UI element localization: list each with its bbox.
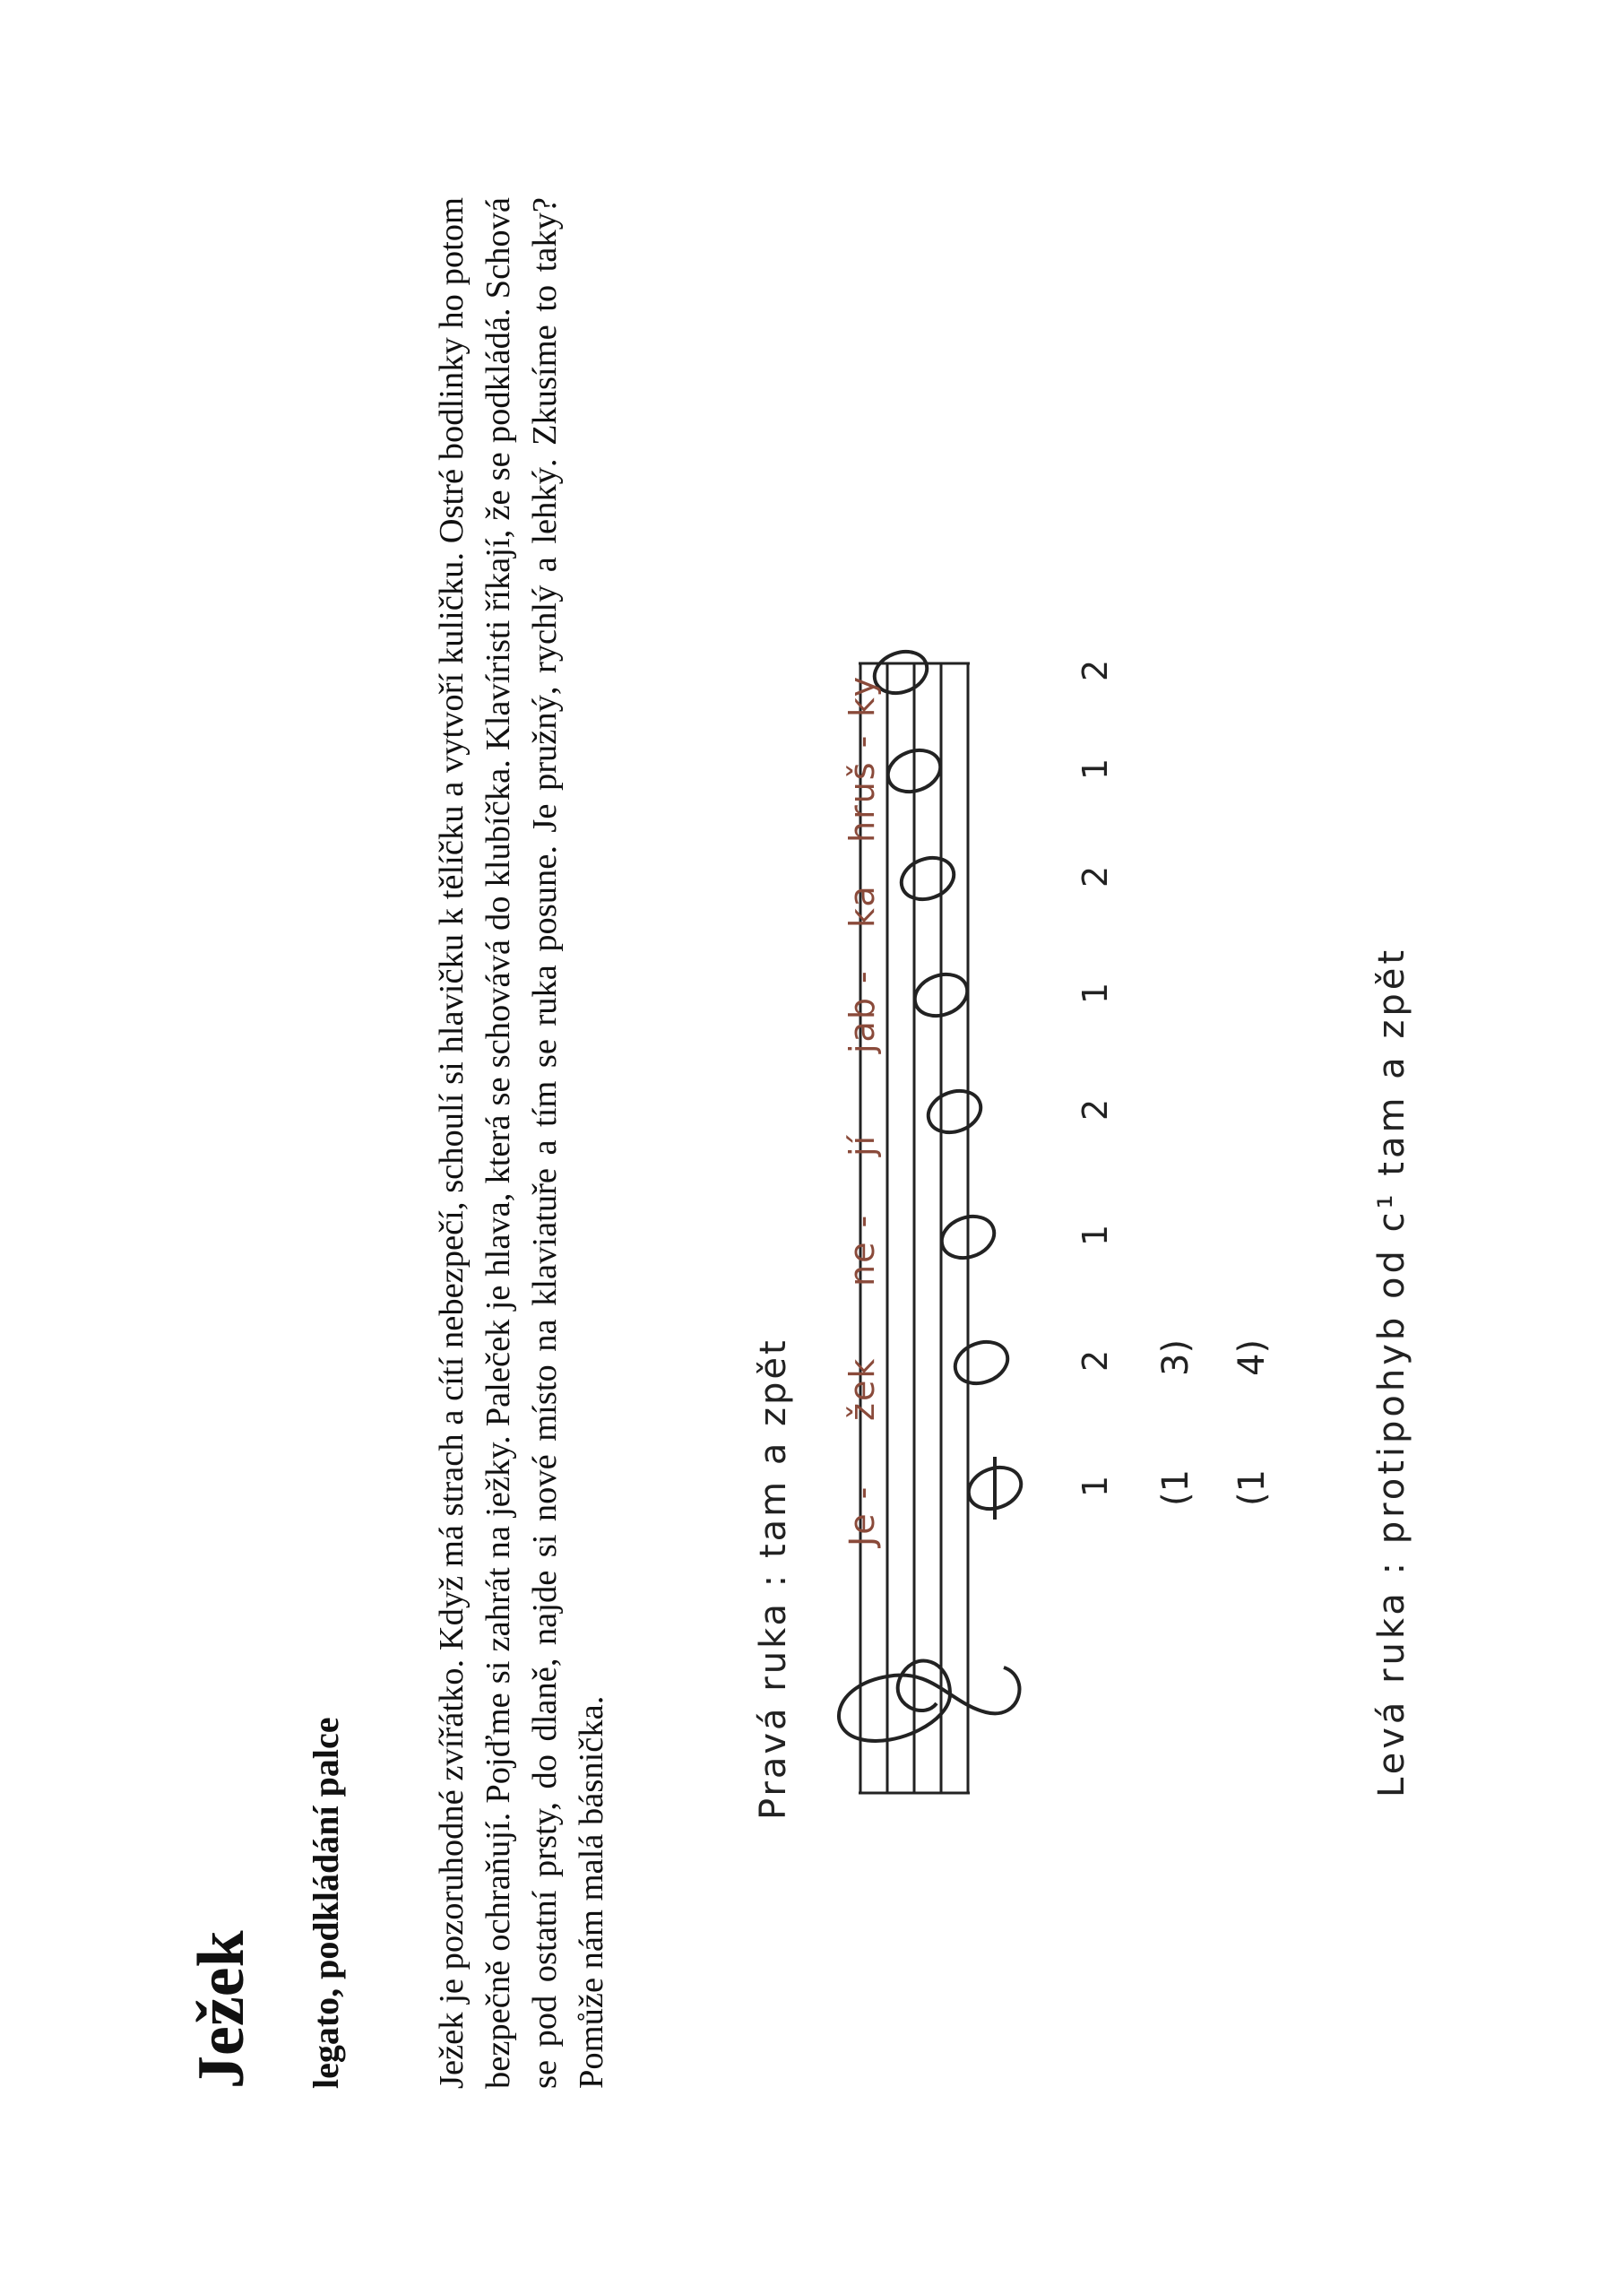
alt-fingering-2-open: (1 xyxy=(1231,1468,1273,1506)
treble-clef xyxy=(839,1661,1019,1741)
finger-4: 2 xyxy=(1075,1098,1115,1121)
body-paragraph: Ježek je pozoruhodné zvířátko. Když má strach a cítí nebezpečí, schoulí si hlavičku k tělíčku a vytvoří kuličku. Ostré bodlinky ho potom bezpečně ochraňují. Pojďme si zahrát na ježky. Paleček je hlava, která se schovává do klubíčka. Klavíristi říkají, že se podkládá. Schová se pod ostatní prsty, do dlaně, najde si nové místo na klaviatuře a tím se ruka posune. Je pružný, rychlý a lehký. Zkusíme to taky? Pomůže nám malá básnička. xyxy=(433,197,610,2089)
finger-2: 2 xyxy=(1075,1349,1115,1372)
right-hand-label: Pravá ruka : tam a zpět xyxy=(753,1338,794,1820)
finger-7: 1 xyxy=(1075,758,1115,780)
finger-1: 1 xyxy=(1075,1475,1115,1497)
page-subtitle: legato, podkládání palce xyxy=(306,1717,346,2089)
finger-6: 2 xyxy=(1075,865,1115,888)
note-6 xyxy=(895,851,959,906)
note-heads xyxy=(868,645,1026,1520)
lyric-2: žek xyxy=(842,1356,882,1421)
lyric-6: ka xyxy=(842,884,882,928)
lyric-3: ne - xyxy=(842,1213,882,1286)
lyric-5: jab - xyxy=(842,969,882,1053)
lyrics xyxy=(842,675,882,1548)
finger-8: 2 xyxy=(1075,659,1115,681)
left-hand-label: Levá ruka : protipohyb od c¹ tam a zpět xyxy=(1371,946,1412,1797)
alt-fingering-1-open: (1 xyxy=(1155,1468,1196,1506)
lyric-4: jí xyxy=(842,1133,882,1156)
lyric-7: hruš - xyxy=(842,733,882,843)
note-2 xyxy=(949,1335,1013,1390)
alt-fingering xyxy=(1155,1339,1273,1506)
page-title: Ježek xyxy=(185,1930,258,2089)
note-4 xyxy=(922,1084,986,1139)
lyric-8: ky xyxy=(842,674,882,717)
fingering-row xyxy=(1075,660,1115,1497)
lyric-1: Je - xyxy=(842,1485,882,1546)
finger-3: 1 xyxy=(1075,1224,1115,1246)
alt-fingering-2-close: 4) xyxy=(1231,1338,1273,1376)
alt-fingering-1-close: 3) xyxy=(1155,1338,1196,1376)
finger-5: 1 xyxy=(1075,982,1115,1004)
